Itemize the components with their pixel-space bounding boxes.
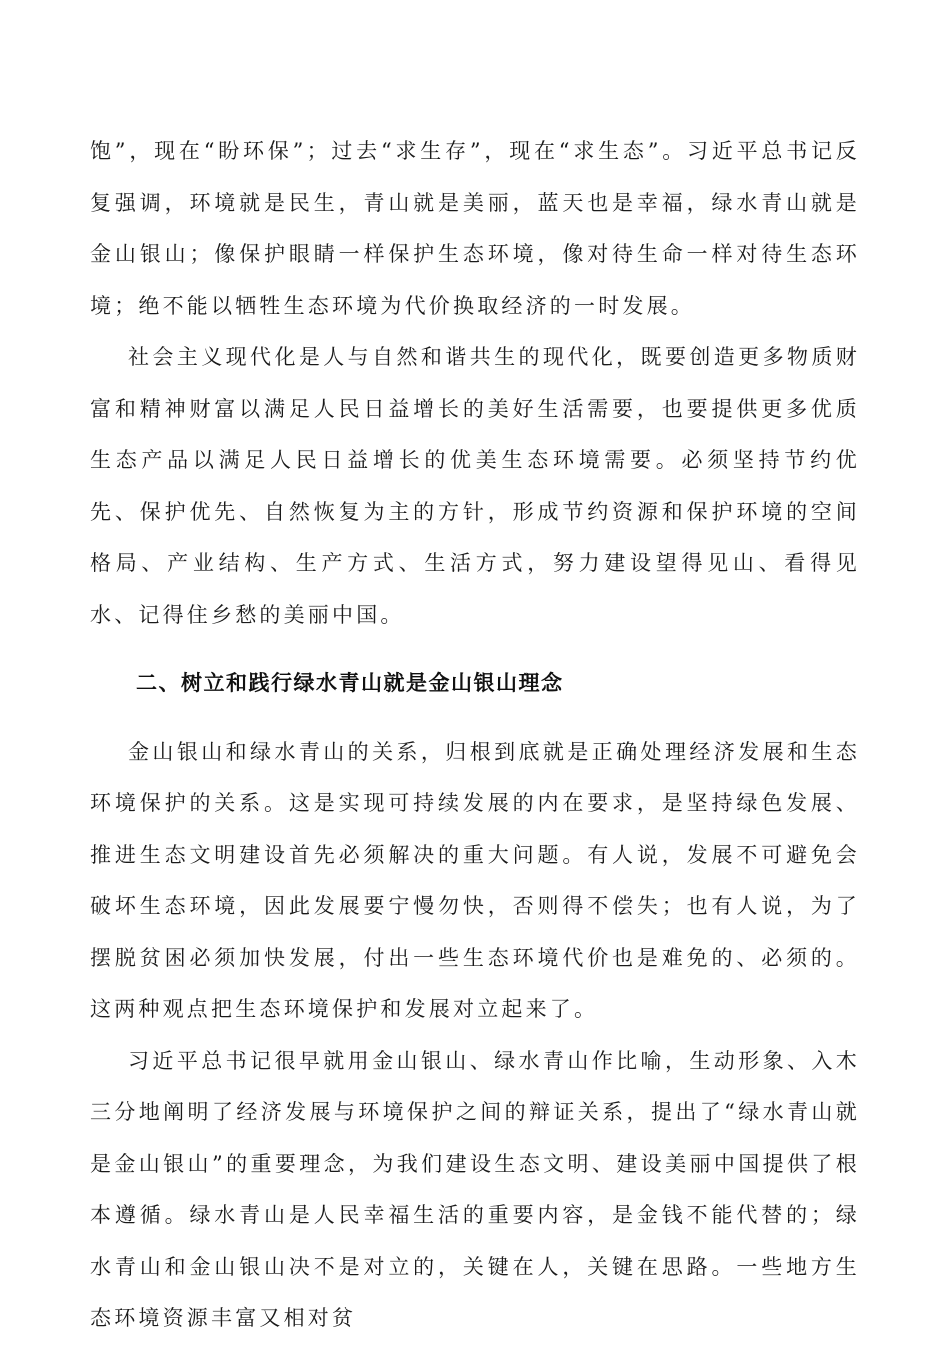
paragraph-continuation: 饱”，现在“盼环保”；过去“求生存”，现在“求生态”。习近平总书记反复强调，环境就是民生，青山就是美丽，蓝天也是幸福，绿水青山就是金山银山；像保护眼睛一样保护生态环境，像对待生命一样对待生态环境；绝不能以牺牲生态环境为代价换取经济的一时发展。 xyxy=(90,139,860,318)
paragraph-metaphor: 习近平总书记很早就用金山银山、绿水青山作比喻，生动形象、入木三分地阐明了经济发展与环境保护之间的辩证关系，提出了“绿水青山就是金山银山”的重要理念，为我们建设生态文明、建设美丽中国提供了根本遵循。绿水青山是人民幸福生活的重要内容，是金钱不能代替的；绿水青山和金山银山决不是对立的，关键在人，关键在思路。一些地方生态环境资源丰富又相对贫 xyxy=(90,1048,860,1330)
document-body xyxy=(90,126,860,1345)
section-heading: 二、树立和践行绿水青山就是金山银山理念 xyxy=(136,671,564,695)
paragraph-relationship: 金山银山和绿水青山的关系，归根到底就是正确处理经济发展和生态环境保护的关系。这是实现可持续发展的内在要求，是坚持绿色发展、推进生态文明建设首先必须解决的重大问题。有人说，发展不可避免会破坏生态环境，因此发展要宁慢勿快，否则得不偿失；也有人说，为了摆脱贫困必须加快发展，付出一些生态环境代价也是难免的、必须的。这两种观点把生态环境保护和发展对立起来了。 xyxy=(90,739,860,1021)
paragraph-socialist-modernization: 社会主义现代化是人与自然和谐共生的现代化，既要创造更多物质财富和精神财富以满足人民日益增长的美好生活需要，也要提供更多优质生态产品以满足人民日益增长的优美生态环境需要。必须坚持节约优先、保护优先、自然恢复为主的方针，形成节约资源和保护环境的空间格局、产业结构、生产方式、生活方式，努力建设望得见山、看得见水、记得住乡愁的美丽中国。 xyxy=(90,345,860,627)
